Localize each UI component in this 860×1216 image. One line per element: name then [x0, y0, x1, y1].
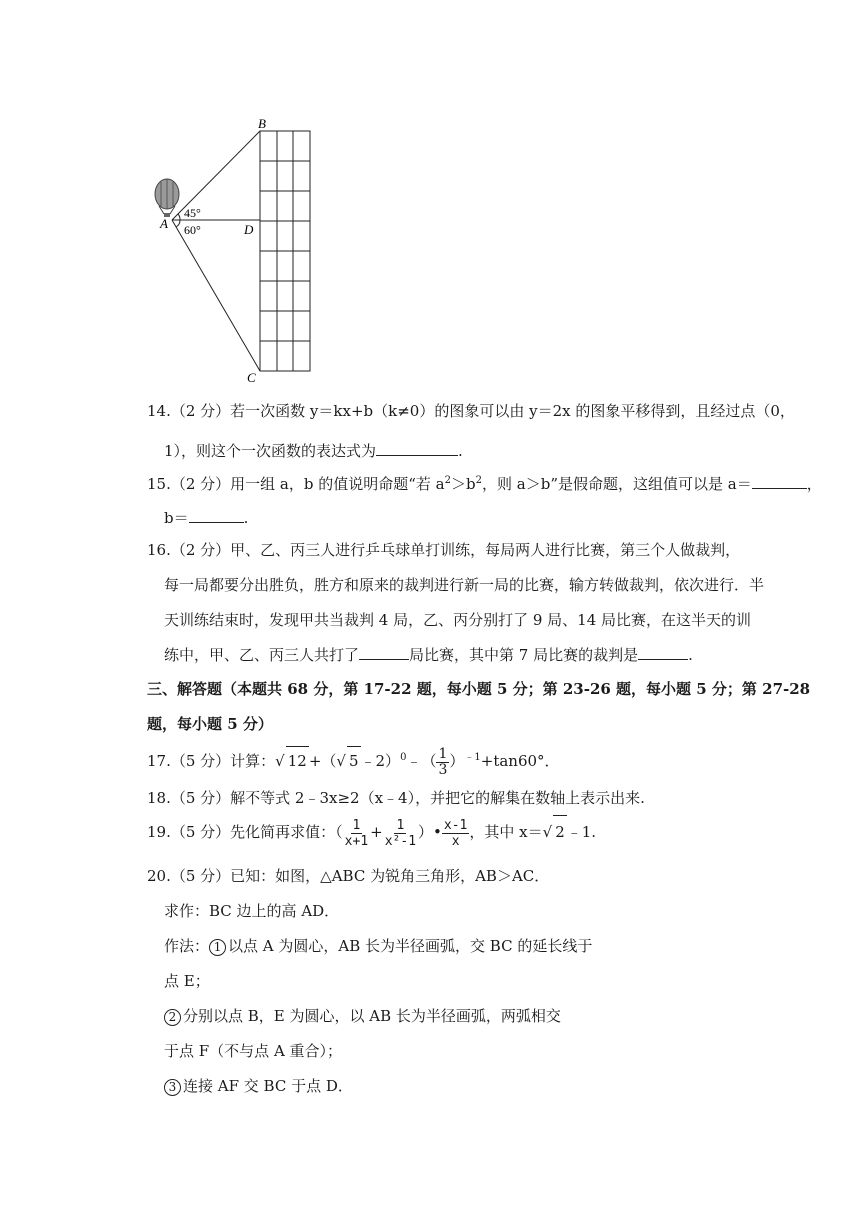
q16-total-blank[interactable]: [359, 645, 409, 660]
q15-b-blank[interactable]: [189, 508, 244, 523]
q19-f2-num: 1: [396, 817, 405, 833]
q17-sup-neg: ﹣1: [464, 752, 481, 763]
q17-prefix: 17.（5 分）计算：: [147, 752, 276, 770]
step-1-circle: 1: [209, 939, 226, 956]
building-grid: [260, 131, 310, 371]
q20-line2: 求作：BC 边上的高 AD．: [164, 902, 340, 920]
label-A: A: [160, 216, 168, 231]
q20-line3-a: 作法：: [164, 937, 210, 955]
q17-frac-num: 1: [438, 745, 448, 762]
q19-prefix: 19.（5 分）先化简再求值：（: [147, 823, 343, 841]
q16-line4-a: 练中，甲、乙、丙三人共打了: [164, 646, 360, 664]
q15-line1-d: ，: [806, 475, 822, 493]
question-17: 17.（5 分）计算：√ 12 +（√ 5 ﹣2）$^0$﹣（ $\frac{1}{3}$ ）$^{﹣1}$+tan60°．: [147, 745, 560, 778]
step-2-circle: 2: [164, 1009, 181, 1026]
q14-line2-text: 1），则这个一次函数的表达式为: [164, 442, 377, 460]
q16-line1: 16.（2 分）甲、乙、丙三人进行乒乓球单打训练，每局两人进行比赛，第三个人做裁判，: [147, 541, 741, 559]
q17-sup0: 0: [400, 752, 407, 763]
q19-f3-num: x-1: [443, 817, 468, 833]
q15-line1-b: ＞b: [451, 475, 476, 493]
q20-line7: [164, 1076, 353, 1096]
q17-tail: +tan60°．: [480, 752, 560, 770]
q14-line2: [164, 441, 463, 461]
q19-dot: ）•: [418, 823, 442, 841]
q17-fraction: [436, 747, 449, 778]
q19-fraction-1: [343, 818, 370, 849]
q16-line3: 天训练结束时，发现甲共当裁判 4 局，乙、丙分别打了 9 局、14 局比赛，在这半天的训: [164, 611, 752, 629]
q19-f3-den: x: [451, 833, 460, 849]
q19-fraction-2: [383, 818, 418, 849]
q19-f2-den: x²-1: [384, 833, 417, 849]
q14-line1: 14.（2 分）若一次函数 y＝kx+b（k≠0）的图象可以由 y＝2x 的图象平移得到，且经过点（0，: [147, 402, 795, 420]
q17-sqrt12: 12: [286, 746, 309, 775]
q20-line6: 于点 F（不与点 A 重合）；: [164, 1042, 343, 1060]
q17-sqrt5: 5: [347, 746, 361, 775]
q19-f1-den: x+1: [344, 833, 369, 849]
sight-lines: [172, 131, 260, 371]
label-C: C: [247, 370, 256, 385]
q15-a-blank[interactable]: [752, 474, 807, 489]
q15-sup2: 2: [475, 475, 482, 486]
angle-60: 60°: [184, 223, 201, 237]
question-19: 19.（5 分）先化简再求值：（ $\frac{1}{x+1}$ + $\frac{1}{\text{x²-1}}$ ）• $\frac{x-1}{x}$ ，其中 x＝√ 2 ﹣1.: [147, 815, 596, 849]
q16-line2: 每一局都要分出胜负，胜方和原来的裁判进行新一局的比赛，输方转做裁判，依次进行．半: [164, 576, 765, 594]
q19-mid: ，其中 x＝: [469, 823, 543, 841]
balloon-icon: [155, 179, 179, 217]
q17-frac-den: 3: [438, 761, 448, 778]
label-B: B: [258, 116, 266, 131]
step-3-circle: 3: [164, 1079, 181, 1096]
section3-line2: 题，每小题 5 分）: [147, 715, 273, 733]
geometry-figure: [145, 110, 325, 390]
q16-referee-blank[interactable]: [638, 645, 688, 660]
q16-line4-c: .: [688, 646, 693, 664]
q15-line1-c: ，则 a＞b”是假命题，这组值可以是 a＝: [482, 475, 752, 493]
q20-line3: [164, 936, 592, 956]
q20-line5-text: 分别以点 B，E 为圆心，以 AB 长为半径画弧，两弧相交: [183, 1007, 561, 1025]
q16-line4-b: 局比赛，其中第 7 局比赛的裁判是: [409, 646, 639, 664]
q20-line7-text: 连接 AF 交 BC 于点 D．: [183, 1077, 353, 1095]
q15-line1-a: 15.（2 分）用一组 a，b 的值说明命题“若 a: [147, 475, 445, 493]
q20-line3-b: 以点 A 为圆心，AB 长为半径画弧，交 BC 的延长线于: [228, 937, 593, 955]
q17-minus: ﹣（: [406, 752, 437, 770]
section3-line1: 三、解答题（本题共 68 分，第 17-22 题，每小题 5 分；第 23-26 题，每小题 5 分；第 27-28: [147, 680, 811, 698]
q20-line4: 点 E；: [164, 972, 210, 990]
q17-mid: ﹣2）: [360, 752, 401, 770]
q14-answer-blank[interactable]: [376, 441, 458, 456]
q14-line2-end: .: [458, 442, 463, 460]
angle-45: 45°: [184, 206, 201, 220]
q17-plus: +（: [308, 752, 337, 770]
q15-line2-b: .: [243, 509, 249, 527]
q19-f1-num: 1: [352, 817, 361, 833]
q15-line2: [164, 508, 248, 528]
question-18: 18.（5 分）解不等式 2﹣3x≥2（x﹣4），并把它的解集在数轴上表示出来.: [147, 789, 645, 807]
q20-line5: [164, 1006, 561, 1026]
q19-plus: +: [370, 823, 383, 841]
q15-line1: [147, 471, 822, 494]
q19-tail: ﹣1.: [566, 823, 597, 841]
q16-line4: [164, 645, 693, 665]
q15-line2-a: b＝: [164, 509, 189, 527]
label-D: D: [244, 222, 254, 237]
q20-line1: 20.（5 分）已知：如图，△ABC 为锐角三角形，AB＞AC．: [147, 867, 550, 885]
q19-sqrt2: 2: [553, 815, 567, 848]
q17-close: ）: [449, 752, 465, 770]
q19-fraction-3: [442, 818, 469, 849]
q15-sup1: 2: [444, 475, 452, 486]
